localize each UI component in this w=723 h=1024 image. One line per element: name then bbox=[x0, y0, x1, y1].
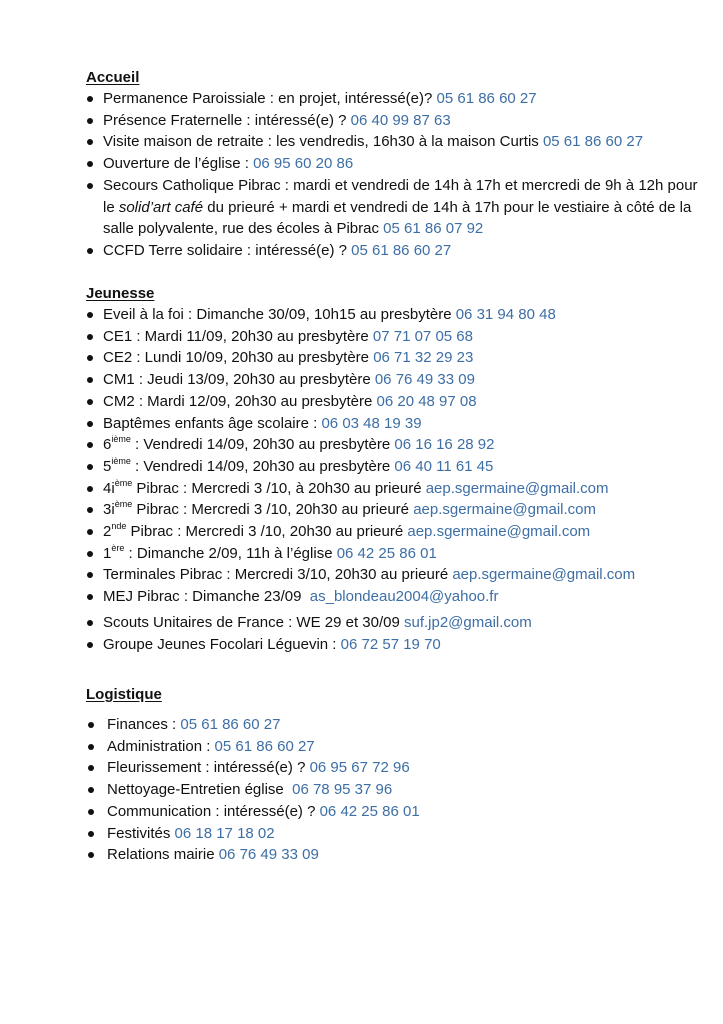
phone-number: 06 71 32 29 23 bbox=[373, 349, 474, 367]
phone-number: 05 61 86 07 92 bbox=[383, 220, 484, 238]
phone-number: 06 76 49 33 09 bbox=[374, 371, 475, 389]
email-address: aep.sgermaine@gmail.com bbox=[425, 479, 609, 497]
list-item: $3i^{ème}$ Pibrac : Mercredi 3 /10, 20h30 au prieuré aep.sgermaine@gmail.com bbox=[86, 499, 706, 521]
phone-number: 06 76 49 33 09 bbox=[218, 846, 319, 864]
section-accueil bbox=[86, 68, 706, 262]
phone-number: 05 61 86 60 27 bbox=[436, 90, 537, 107]
list-item: MEJ Pibrac : Dimanche 23/09 as_blondeau2004@yahoo.fr bbox=[86, 586, 706, 608]
list-item: CM1 : Jeudi 13/09, 20h30 au presbytère 06 76 49 33 09 bbox=[86, 369, 706, 391]
phone-number: 06 72 57 19 70 bbox=[340, 635, 441, 653]
phone-number: 06 42 25 86 01 bbox=[336, 544, 437, 562]
list-item: Permanence Paroissiale : en projet, intéressé(e)? 05 61 86 60 27 bbox=[86, 88, 706, 110]
list-item: 1ère : Dimanche 2/09, 11h à l’église 06 42 25 86 01 bbox=[86, 543, 706, 565]
list-item: Ouverture de l’église : 06 95 60 20 86 bbox=[86, 153, 706, 175]
list-item: CCFD Terre solidaire : intéressé(e) ? 05 61 86 60 27 bbox=[86, 240, 706, 262]
phone-number: 06 31 94 80 48 bbox=[455, 306, 556, 323]
list-item: Groupe Jeunes Focolari Léguevin : 06 72 57 19 70 bbox=[86, 634, 706, 656]
phone-number: 06 40 11 61 45 bbox=[394, 457, 494, 475]
phone-number: 06 20 48 97 08 bbox=[376, 392, 477, 410]
email-address: suf.jp2@gmail.com bbox=[403, 613, 532, 631]
section-heading-logistique: Logistique bbox=[86, 686, 162, 703]
list-item: Communication : intéressé(e) ? 06 42 25 86 01 bbox=[86, 801, 706, 823]
section-logistique bbox=[86, 685, 706, 866]
list-item: Baptêmes enfants âge scolaire : 06 03 48 19 39 bbox=[86, 413, 706, 435]
list-item: Terminales Pibrac : Mercredi 3/10, 20h30 au prieuré aep.sgermaine@gmail.com bbox=[86, 564, 706, 586]
email-address: aep.sgermaine@gmail.com bbox=[413, 501, 597, 519]
list-item: Administration : 05 61 86 60 27 bbox=[86, 736, 706, 758]
phone-number: 06 95 67 72 96 bbox=[309, 759, 410, 777]
phone-number: 05 61 86 60 27 bbox=[351, 241, 452, 259]
list-item: Eveil à la foi : Dimanche 30/09, 10h15 au presbytère 06 31 94 80 48 bbox=[86, 304, 706, 326]
list-item: CE2 : Lundi 10/09, 20h30 au presbytère 06 71 32 29 23 bbox=[86, 347, 706, 369]
logistique-list bbox=[86, 714, 706, 866]
list-item: Relations mairie 06 76 49 33 09 bbox=[86, 844, 706, 866]
phone-number: 06 18 17 18 02 bbox=[174, 824, 275, 842]
list-item: Festivités 06 18 17 18 02 bbox=[86, 823, 706, 845]
list-item: Secours Catholique Pibrac : mardi et vendredi de 14h à 17h et mercredi de 9h à 12h pour le solid’art café du prieuré + mardi et vendredi de 14h à 17h pour le vestiaire à côté de la salle polyvalente, rue des écoles à Pibrac 05 61 86 07 92 bbox=[86, 175, 706, 240]
phone-number: 06 42 25 86 01 bbox=[319, 802, 420, 820]
list-item: CM2 : Mardi 12/09, 20h30 au presbytère 06 20 48 97 08 bbox=[86, 391, 706, 413]
phone-number: 06 78 95 37 96 bbox=[292, 781, 393, 799]
accueil-list bbox=[86, 88, 706, 262]
phone-number: 07 71 07 05 68 bbox=[372, 327, 473, 345]
list-item: 5ième : Vendredi 14/09, 20h30 au presbytère 06 40 11 61 45 bbox=[86, 456, 706, 478]
phone-number: 05 61 86 60 27 bbox=[542, 133, 644, 151]
list-item: Nettoyage-Entretien église 06 78 95 37 96 bbox=[86, 779, 706, 801]
list-item: Finances : 05 61 86 60 27 bbox=[86, 714, 706, 736]
list-item: Scouts Unitaires de France : WE 29 et 30/09 suf.jp2@gmail.com bbox=[86, 612, 706, 634]
list-item: Présence Fraternelle : intéressé(e) ? 06 40 99 87 63 bbox=[86, 110, 706, 132]
list-item: Fleurissement : intéressé(e) ? 06 95 67 72 96 bbox=[86, 757, 706, 779]
section-heading-accueil: Accueil bbox=[86, 69, 140, 86]
phone-number: 05 61 86 60 27 bbox=[180, 716, 281, 733]
email-address: aep.sgermaine@gmail.com bbox=[452, 566, 636, 584]
email-address: as_blondeau2004@yahoo.fr bbox=[309, 588, 499, 606]
section-jeunesse bbox=[86, 284, 706, 655]
jeunesse-list bbox=[86, 304, 706, 655]
emphasis-text: solid’art café bbox=[118, 198, 204, 216]
phone-number: 06 16 16 28 92 bbox=[394, 436, 495, 454]
phone-number: 05 61 86 60 27 bbox=[214, 737, 315, 755]
list-item: $4i^{ème}$ Pibrac : Mercredi 3 /10, à 20h30 au prieuré aep.sgermaine@gmail.com bbox=[86, 478, 706, 500]
phone-number: 06 03 48 19 39 bbox=[321, 414, 422, 432]
email-address: aep.sgermaine@gmail.com bbox=[407, 523, 591, 541]
phone-number: 06 40 99 87 63 bbox=[350, 111, 451, 129]
list-item: 2nde Pibrac : Mercredi 3 /10, 20h30 au prieuré aep.sgermaine@gmail.com bbox=[86, 521, 706, 543]
section-heading-jeunesse: Jeunesse bbox=[86, 285, 155, 302]
list-item: CE1 : Mardi 11/09, 20h30 au presbytère 07 71 07 05 68 bbox=[86, 326, 706, 348]
list-item: Visite maison de retraite : les vendredis, 16h30 à la maison Curtis 05 61 86 60 27 bbox=[86, 131, 706, 153]
phone-number: 06 95 60 20 86 bbox=[253, 155, 354, 173]
list-item: 6ième : Vendredi 14/09, 20h30 au presbytère 06 16 16 28 92 bbox=[86, 434, 706, 456]
